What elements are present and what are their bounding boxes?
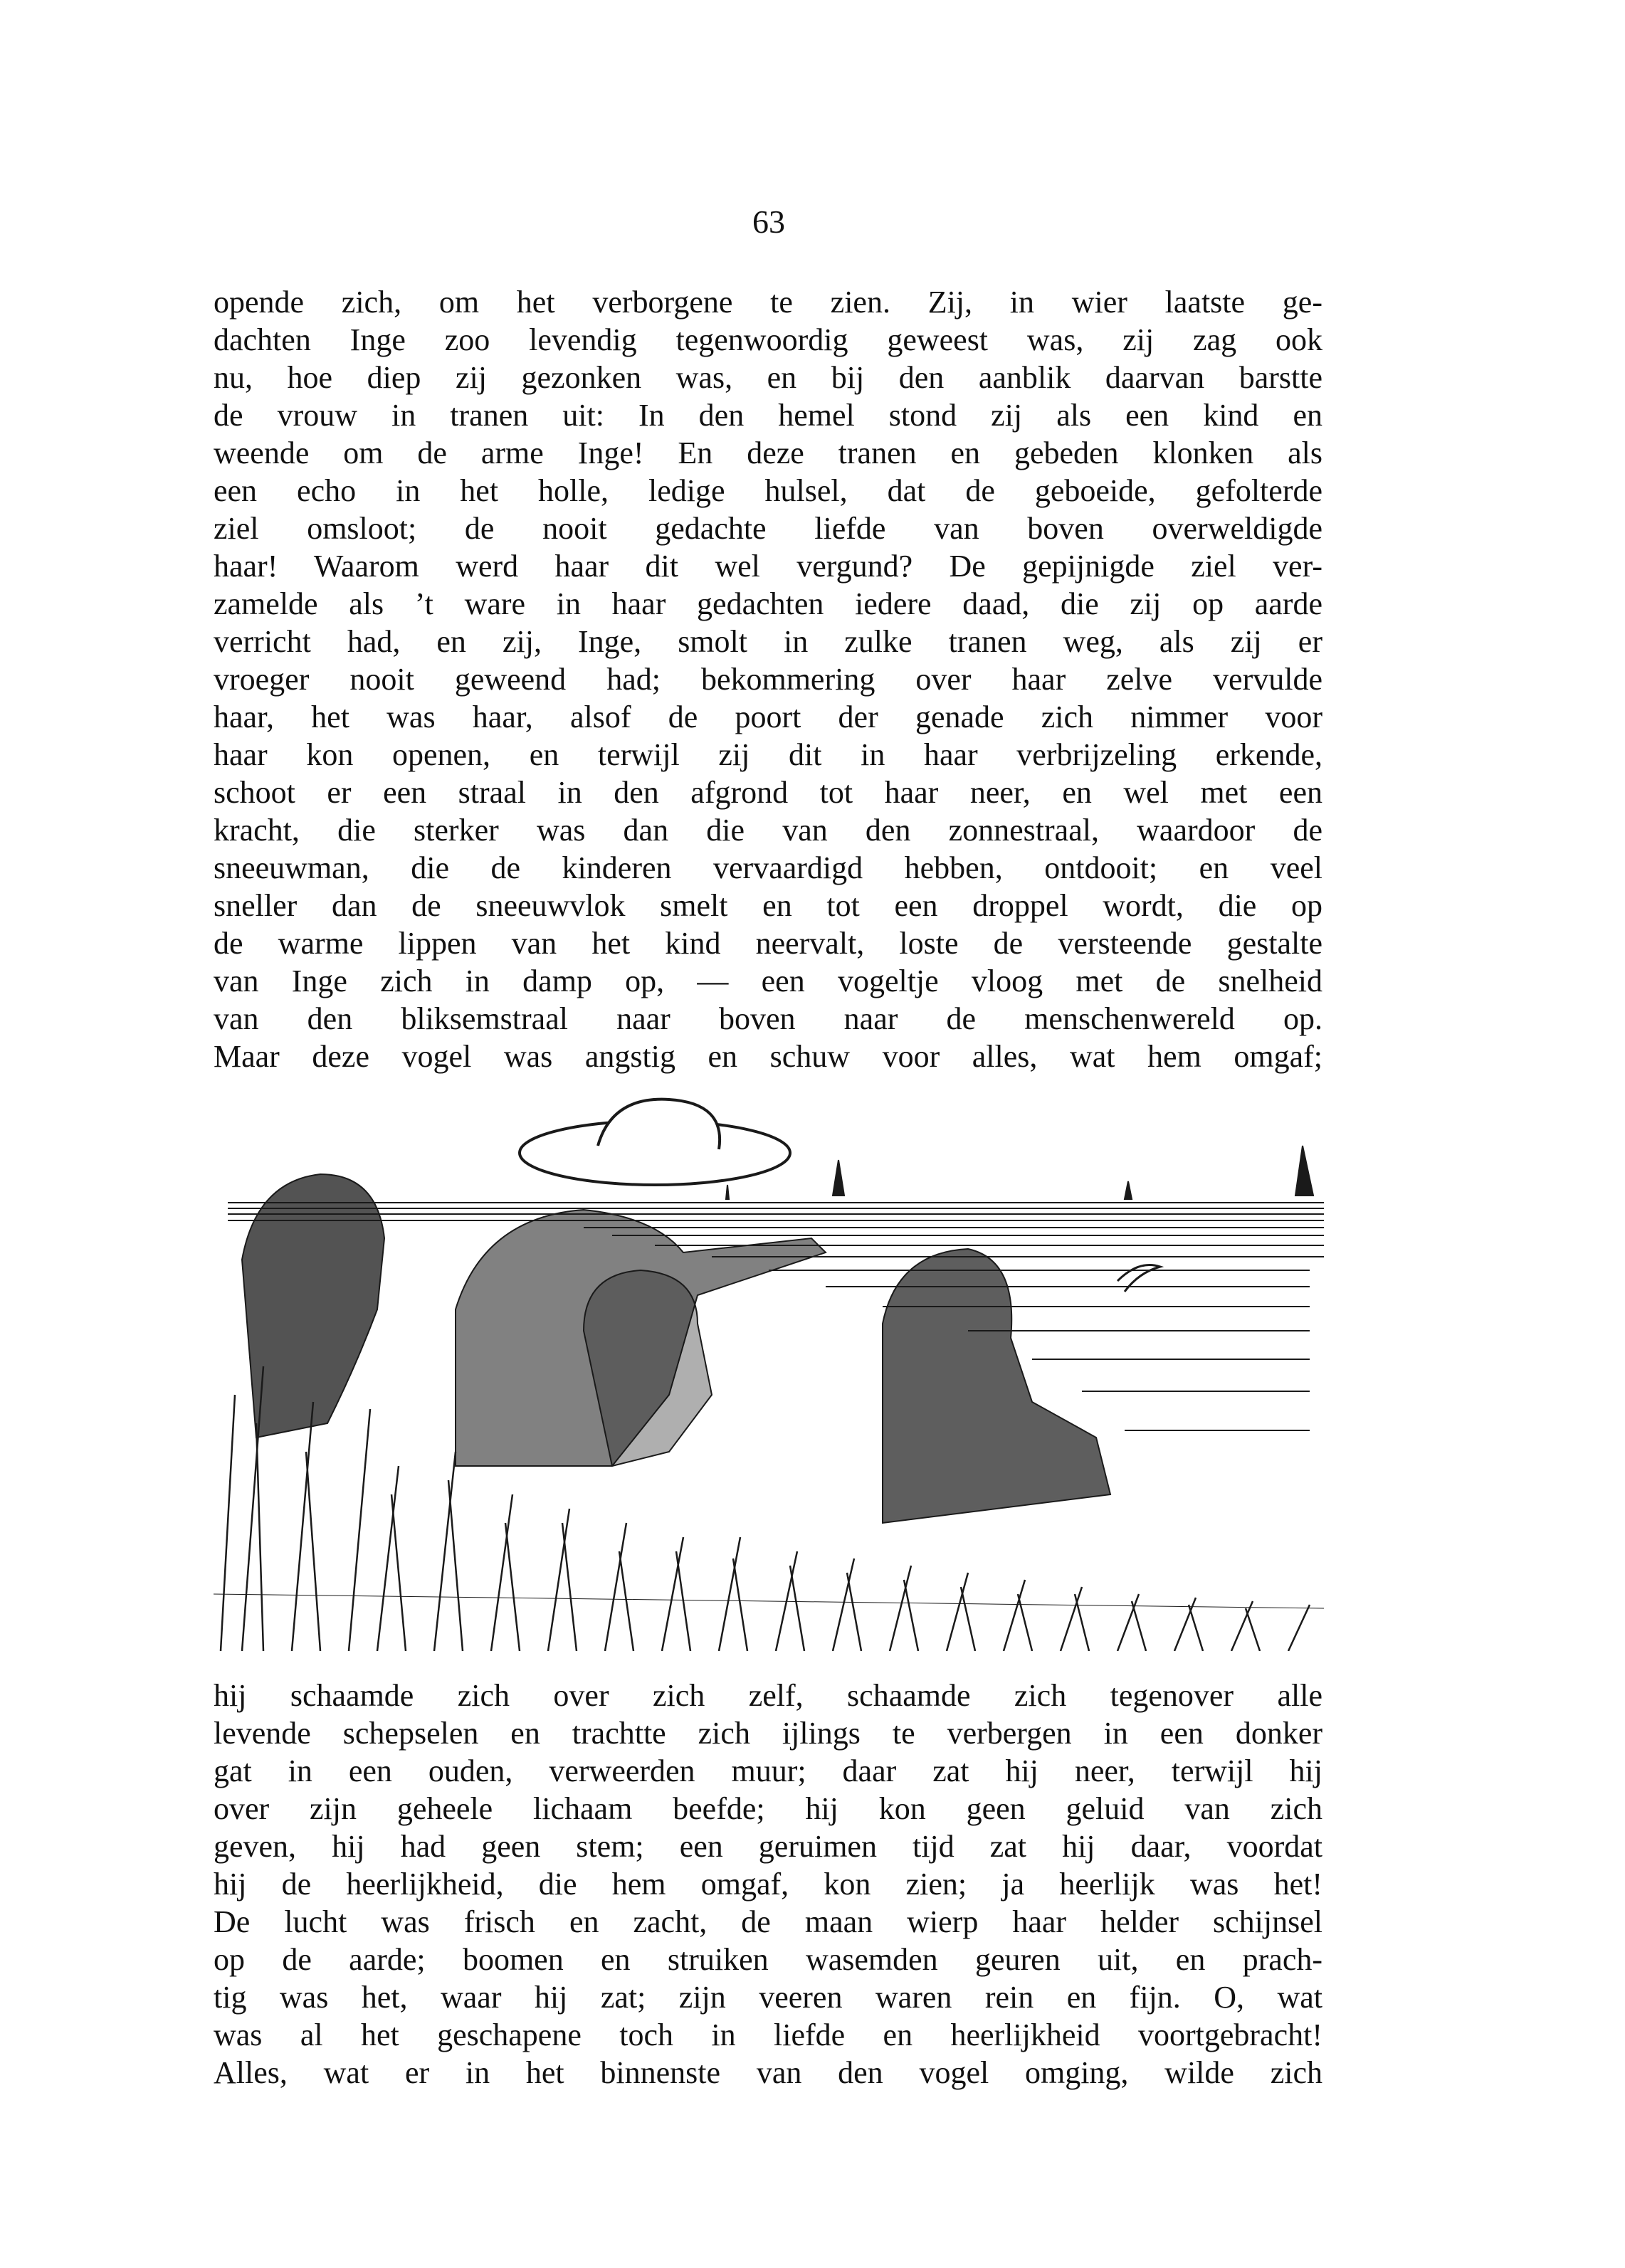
paragraph-bottom <box>214 1677 1322 2092</box>
text-line: hij de heerlijkheid, die hem omgaf, kon zien; ja heerlijk was het! <box>214 1867 1322 1902</box>
text-line: sneeuwman, die de kinderen vervaardigd hebben, ontdooit; en veel <box>214 850 1322 885</box>
text-line: ziel omsloot; de nooit gedachte liefde van boven overweldigde <box>214 511 1322 546</box>
text-line: van den bliksemstraal naar boven naar de menschenwereld op. <box>214 1001 1322 1036</box>
text-line: zamelde als ’t ware in haar gedachten iedere daad, die zij op aarde <box>214 586 1322 621</box>
text-line: Maar deze vogel was angstig en schuw voor alles, wat hem omgaf; <box>214 1039 1322 1074</box>
sea-lines <box>228 1203 1324 1430</box>
text-line: dachten Inge zoo levendig tegenwoordig geweest was, zij zag ook <box>214 322 1322 357</box>
seagull <box>1117 1265 1160 1292</box>
text-line: tig was het, waar hij zat; zijn veeren waren rein en fijn. O, wat <box>214 1980 1322 2015</box>
text-line: weende om de arme Inge! En deze tranen en gebeden klonken als <box>214 436 1322 470</box>
text-line: haar! Waarom werd haar dit wel vergund? De gepijnigde ziel ver- <box>214 549 1322 584</box>
text-line: gat in een ouden, verweerden muur; daar zat hij neer, terwijl hij <box>214 1753 1322 1788</box>
page-number: 63 <box>752 204 785 240</box>
illustration-children-by-sea <box>214 1096 1331 1651</box>
figure-girl-right <box>883 1249 1110 1523</box>
text-line: verricht had, en zij, Inge, smolt in zulke tranen weg, als zij er <box>214 624 1322 659</box>
sailboats <box>726 1146 1313 1199</box>
text-line: over zijn geheele lichaam beefde; hij kon geen geluid van zich <box>214 1791 1322 1826</box>
text-line: geven, hij had geen stem; een geruimen tijd zat hij daar, voordat <box>214 1829 1322 1864</box>
text-line: opende zich, om het verborgene te zien. Zij, in wier laatste ge- <box>214 285 1322 320</box>
text-line: De lucht was frisch en zacht, de maan wierp haar helder schijnsel <box>214 1904 1322 1939</box>
text-line: Alles, wat er in het binnenste van den vogel omging, wilde zich <box>214 2055 1322 2090</box>
paragraph-top <box>214 283 1322 1075</box>
text-line: schoot er een straal in den afgrond tot haar neer, en wel met een <box>214 775 1322 810</box>
text-line: levende schepselen en trachtte zich ijlings te verbergen in een donker <box>214 1716 1322 1751</box>
text-line: haar, het was haar, alsof de poort der genade zich nimmer voor <box>214 700 1322 734</box>
text-line: de vrouw in tranen uit: In den hemel stond zij als een kind en <box>214 398 1322 433</box>
text-line: hij schaamde zich over zich zelf, schaamde zich tegenover alle <box>214 1678 1322 1713</box>
text-line: was al het geschapene toch in liefde en heerlijkheid voortgebracht! <box>214 2018 1322 2052</box>
text-line: nu, hoe diep zij gezonken was, en bij den aanblik daarvan barstte <box>214 360 1322 395</box>
text-line: op de aarde; boomen en struiken wasemden geuren uit, en prach- <box>214 1942 1322 1977</box>
text-line: sneller dan de sneeuwvlok smelt en tot een droppel wordt, die op <box>214 888 1322 923</box>
figure-left-hooded <box>242 1174 384 1438</box>
text-line: de warme lippen van het kind neervalt, loste de versteende gestalte <box>214 926 1322 961</box>
grass <box>214 1366 1324 1651</box>
text-line: een echo in het holle, ledige hulsel, dat de geboeide, gefolterde <box>214 473 1322 508</box>
text-line: haar kon openen, en terwijl zij dit in haar verbrijzeling erkende, <box>214 737 1322 772</box>
engraving <box>214 1096 1331 1651</box>
text-line: van Inge zich in damp op, — een vogeltje vloog met de snelheid <box>214 964 1322 998</box>
text-line: kracht, die sterker was dan die van den zonnestraal, waardoor de <box>214 813 1322 848</box>
text-line: vroeger nooit geweend had; bekommering over haar zelve vervulde <box>214 662 1322 697</box>
